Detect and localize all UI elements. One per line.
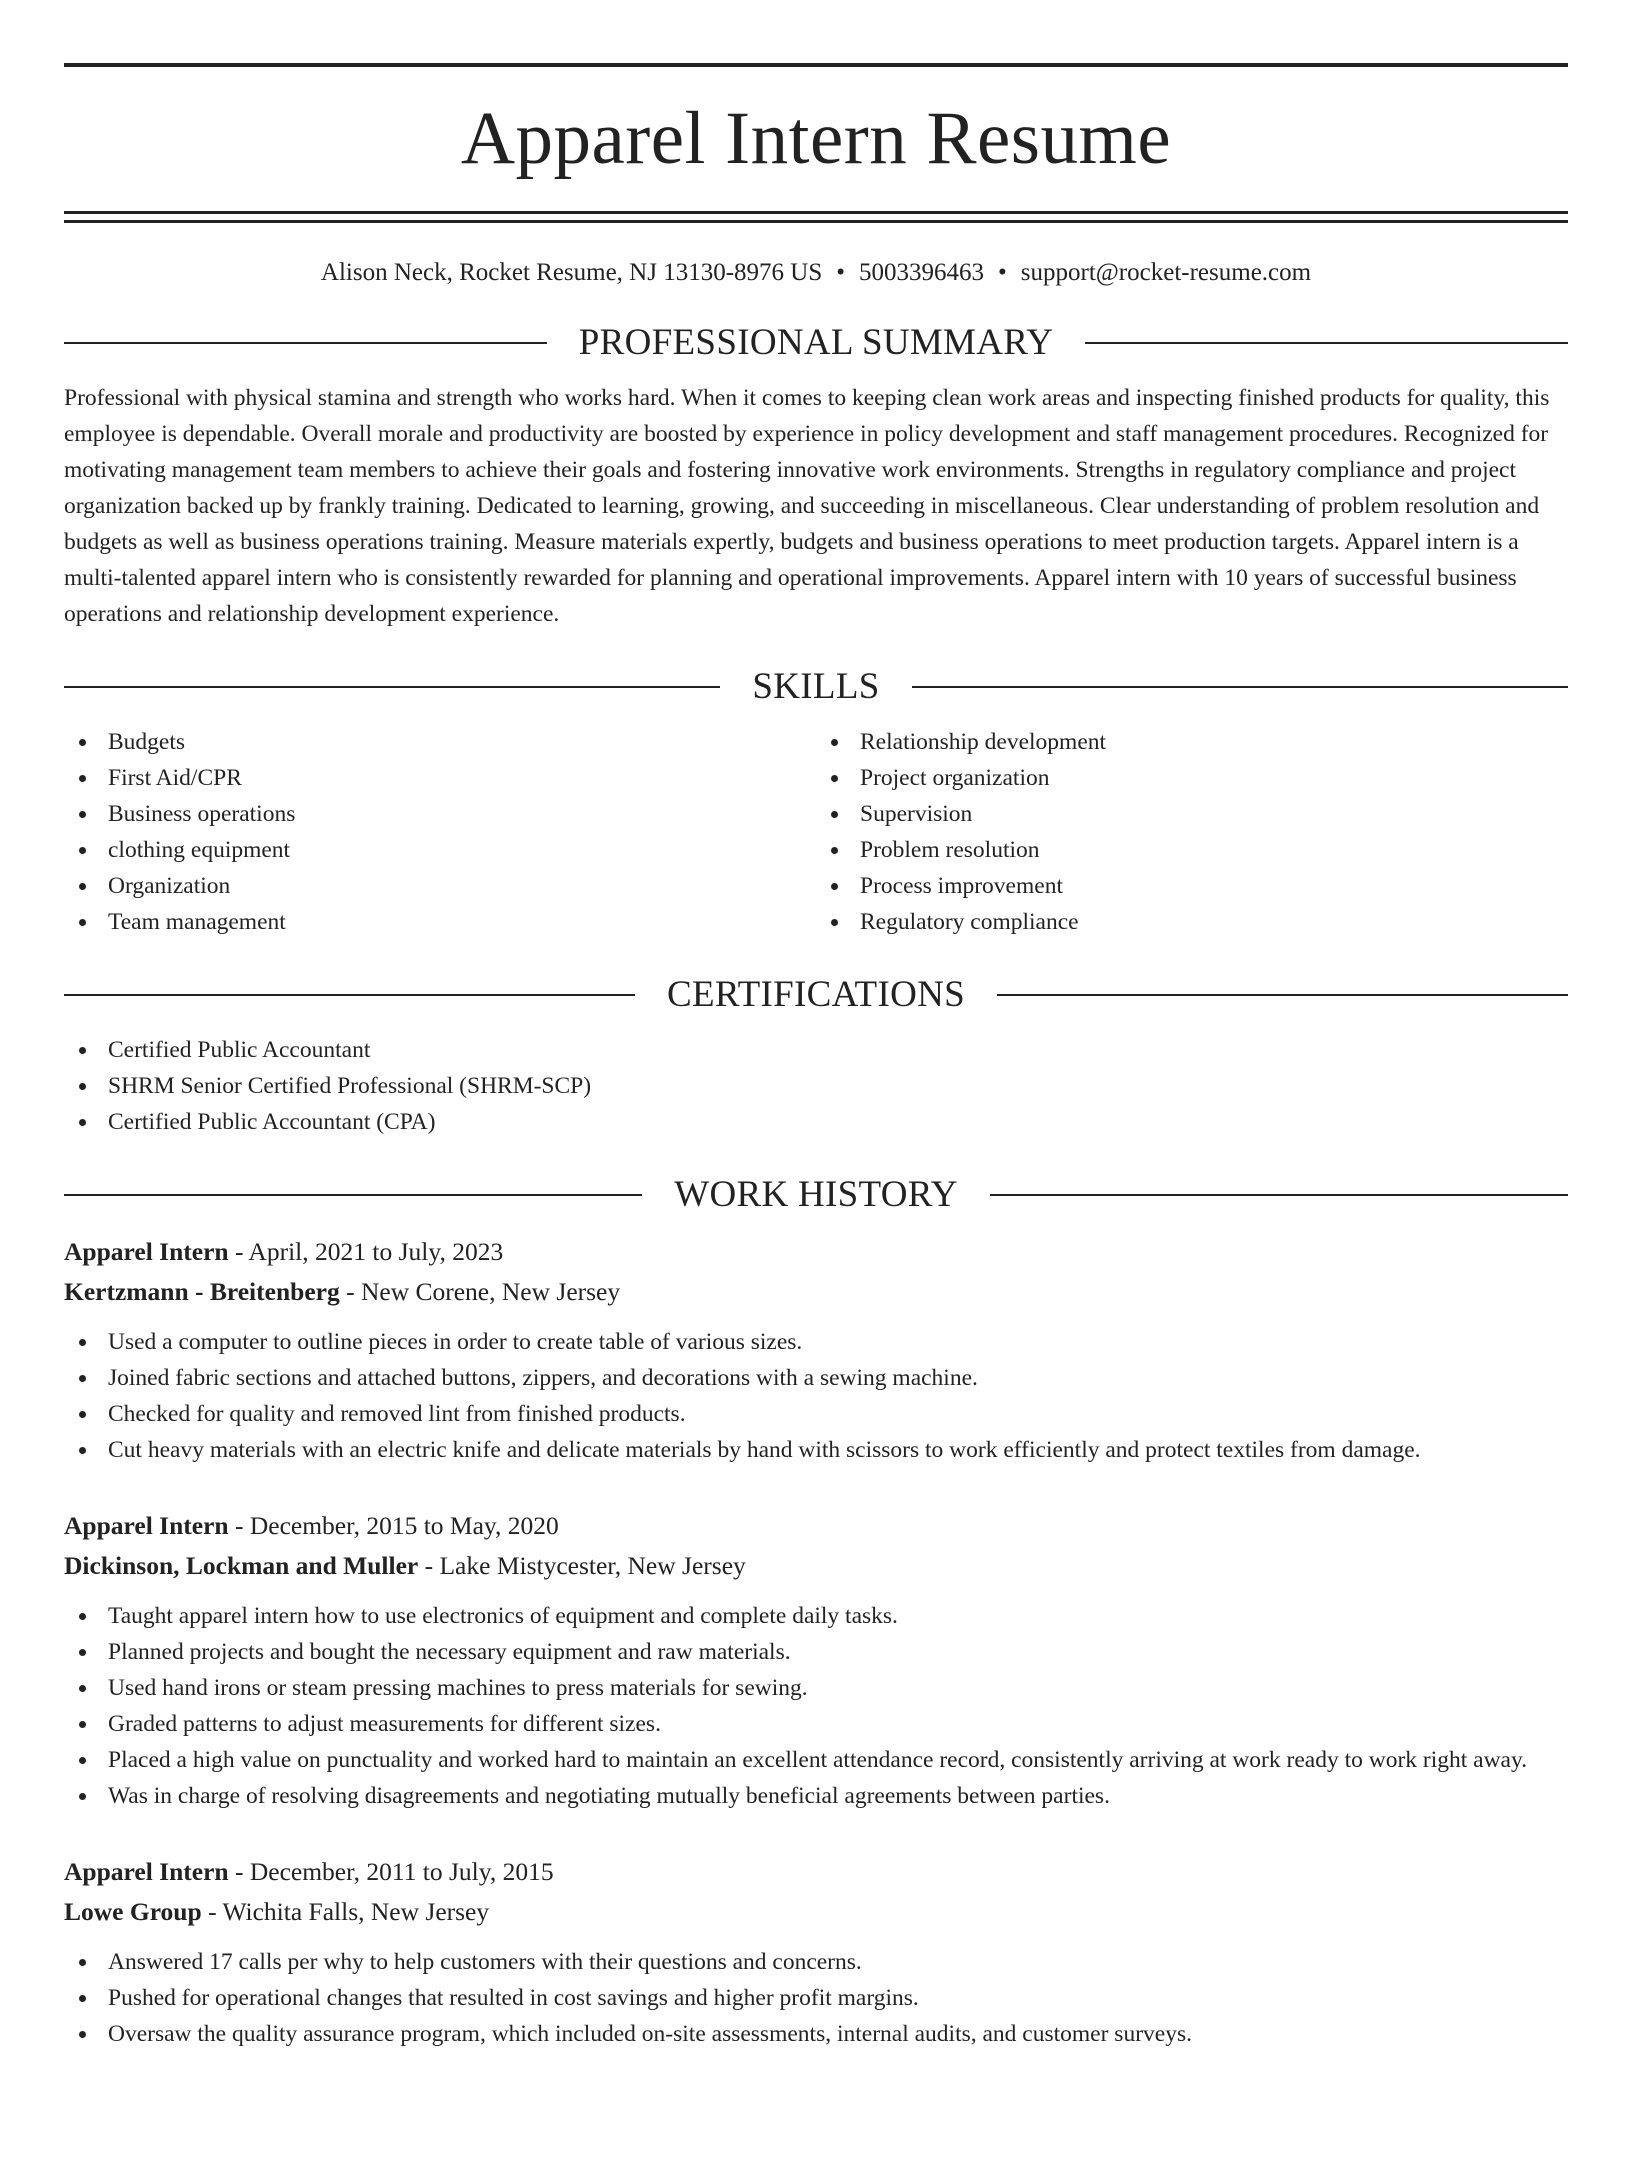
job-entry: [64, 1852, 1568, 2052]
job-entry: [64, 1232, 1568, 1468]
job-company-line: [64, 1892, 1568, 1932]
skills-column-left: [64, 724, 816, 940]
contact-phone: 5003396463: [859, 259, 985, 286]
job-duty-item: Planned projects and bought the necessary equipment and raw materials.: [64, 1634, 1568, 1670]
section-heading-work-history: [64, 1174, 1568, 1216]
skill-item: Business operations: [64, 796, 816, 832]
job-location: - Wichita Falls, New Jersey: [201, 1897, 490, 1926]
job-duties-list: [64, 1944, 1568, 2052]
job-duties-list: [64, 1598, 1568, 1814]
contact-line: [64, 258, 1568, 288]
skill-item: Budgets: [64, 724, 816, 760]
job-title: Apparel Intern: [64, 1237, 229, 1266]
job-dates: - December, 2011 to July, 2015: [228, 1857, 554, 1886]
certification-item: Certified Public Accountant: [64, 1032, 1568, 1068]
job-company: Lowe Group: [64, 1897, 202, 1926]
contact-email: support@rocket-resume.com: [1020, 259, 1312, 286]
section-title: SKILLS: [752, 666, 880, 707]
skill-item: Organization: [64, 868, 816, 904]
skill-item: Relationship development: [816, 724, 1568, 760]
job-company: Kertzmann - Breitenberg: [64, 1277, 340, 1306]
job-duty-item: Checked for quality and removed lint from finished products.: [64, 1396, 1568, 1432]
job-duties-list: [64, 1324, 1568, 1468]
skill-item: Project organization: [816, 760, 1568, 796]
section-title: PROFESSIONAL SUMMARY: [578, 322, 1054, 363]
job-duty-item: Was in charge of resolving disagreements and negotiating mutually beneficial agreements between parties.: [64, 1778, 1568, 1814]
job-duty-item: Oversaw the quality assurance program, which included on-site assessments, internal audits, and customer surveys.: [64, 2016, 1568, 2052]
job-dates: - December, 2015 to May, 2020: [228, 1511, 559, 1540]
section-heading-skills: [64, 666, 1568, 708]
job-company-line: [64, 1272, 1568, 1312]
job-duty-item: Placed a high value on punctuality and worked hard to maintain an excellent attendance record, consistently arriving at work ready to work right away.: [64, 1742, 1568, 1778]
job-duty-item: Used hand irons or steam pressing machines to press materials for sewing.: [64, 1670, 1568, 1706]
section-title: WORK HISTORY: [674, 1174, 958, 1215]
title-double-rule: [64, 211, 1568, 223]
section-heading-summary: [64, 322, 1568, 364]
skill-item: First Aid/CPR: [64, 760, 816, 796]
job-duty-item: Joined fabric sections and attached buttons, zippers, and decorations with a sewing machine.: [64, 1360, 1568, 1396]
job-duty-item: Graded patterns to adjust measurements for different sizes.: [64, 1706, 1568, 1742]
certification-item: SHRM Senior Certified Professional (SHRM-SCP): [64, 1068, 1568, 1104]
skill-item: Supervision: [816, 796, 1568, 832]
section-heading-certifications: [64, 974, 1568, 1016]
job-location: - New Corene, New Jersey: [339, 1277, 621, 1306]
job-duty-item: Used a computer to outline pieces in order to create table of various sizes.: [64, 1324, 1568, 1360]
job-duty-item: Answered 17 calls per why to help customers with their questions and concerns.: [64, 1944, 1568, 1980]
skill-item: Problem resolution: [816, 832, 1568, 868]
contact-separator: •: [998, 259, 1007, 286]
skill-item: clothing equipment: [64, 832, 816, 868]
job-title-line: [64, 1852, 1568, 1892]
contact-address: Alison Neck, Rocket Resume, NJ 13130-8976 US: [320, 259, 823, 286]
job-entry: [64, 1506, 1568, 1814]
job-title: Apparel Intern: [64, 1857, 229, 1886]
skill-item: Regulatory compliance: [816, 904, 1568, 940]
job-duty-item: Cut heavy materials with an electric knife and delicate materials by hand with scissors to work efficiently and protect textiles from damage.: [64, 1432, 1568, 1468]
job-title: Apparel Intern: [64, 1511, 229, 1540]
job-company: Dickinson, Lockman and Muller: [64, 1551, 419, 1580]
skills-list: [64, 724, 1568, 940]
contact-separator: •: [836, 259, 846, 286]
job-company-line: [64, 1546, 1568, 1586]
certifications-list: [64, 1032, 1568, 1140]
skill-item: Process improvement: [816, 868, 1568, 904]
top-rule: [64, 63, 1568, 67]
skills-column-right: [816, 724, 1568, 940]
job-location: - Lake Mistycester, New Jersey: [418, 1551, 746, 1580]
resume-title: Apparel Intern Resume: [460, 97, 1172, 180]
job-title-line: [64, 1506, 1568, 1546]
work-history-list: [64, 1232, 1568, 2052]
certification-item: Certified Public Accountant (CPA): [64, 1104, 1568, 1140]
job-duty-item: Pushed for operational changes that resulted in cost savings and higher profit margins.: [64, 1980, 1568, 2016]
skill-item: Team management: [64, 904, 816, 940]
resume-page: [0, 63, 1632, 2175]
job-title-line: [64, 1232, 1568, 1272]
job-duty-item: Taught apparel intern how to use electronics of equipment and complete daily tasks.: [64, 1598, 1568, 1634]
job-dates: - April, 2021 to July, 2023: [228, 1237, 504, 1266]
section-title: CERTIFICATIONS: [667, 974, 965, 1015]
summary-text: Professional with physical stamina and strength who works hard. When it comes to keeping clean work areas and inspecting finished products for quality, this employee is dependable. Overall morale and productivity are boosted by experience in policy development and staff management procedures. Recognized for motivating management team members to achieve their goals and fostering innovative work environments. Strengths in regulatory compliance and project organization backed up by frankly training. Dedicated to learning, growing, and succeeding in miscellaneous. Clear understanding of problem resolution and budgets as well as business operations training. Measure materials expertly, budgets and business operations to meet production targets. Apparel intern is a multi-talented apparel intern who is consistently rewarded for planning and operational improvements. Apparel intern with 10 years of successful business operations and relationship development experience.: [64, 385, 1550, 627]
